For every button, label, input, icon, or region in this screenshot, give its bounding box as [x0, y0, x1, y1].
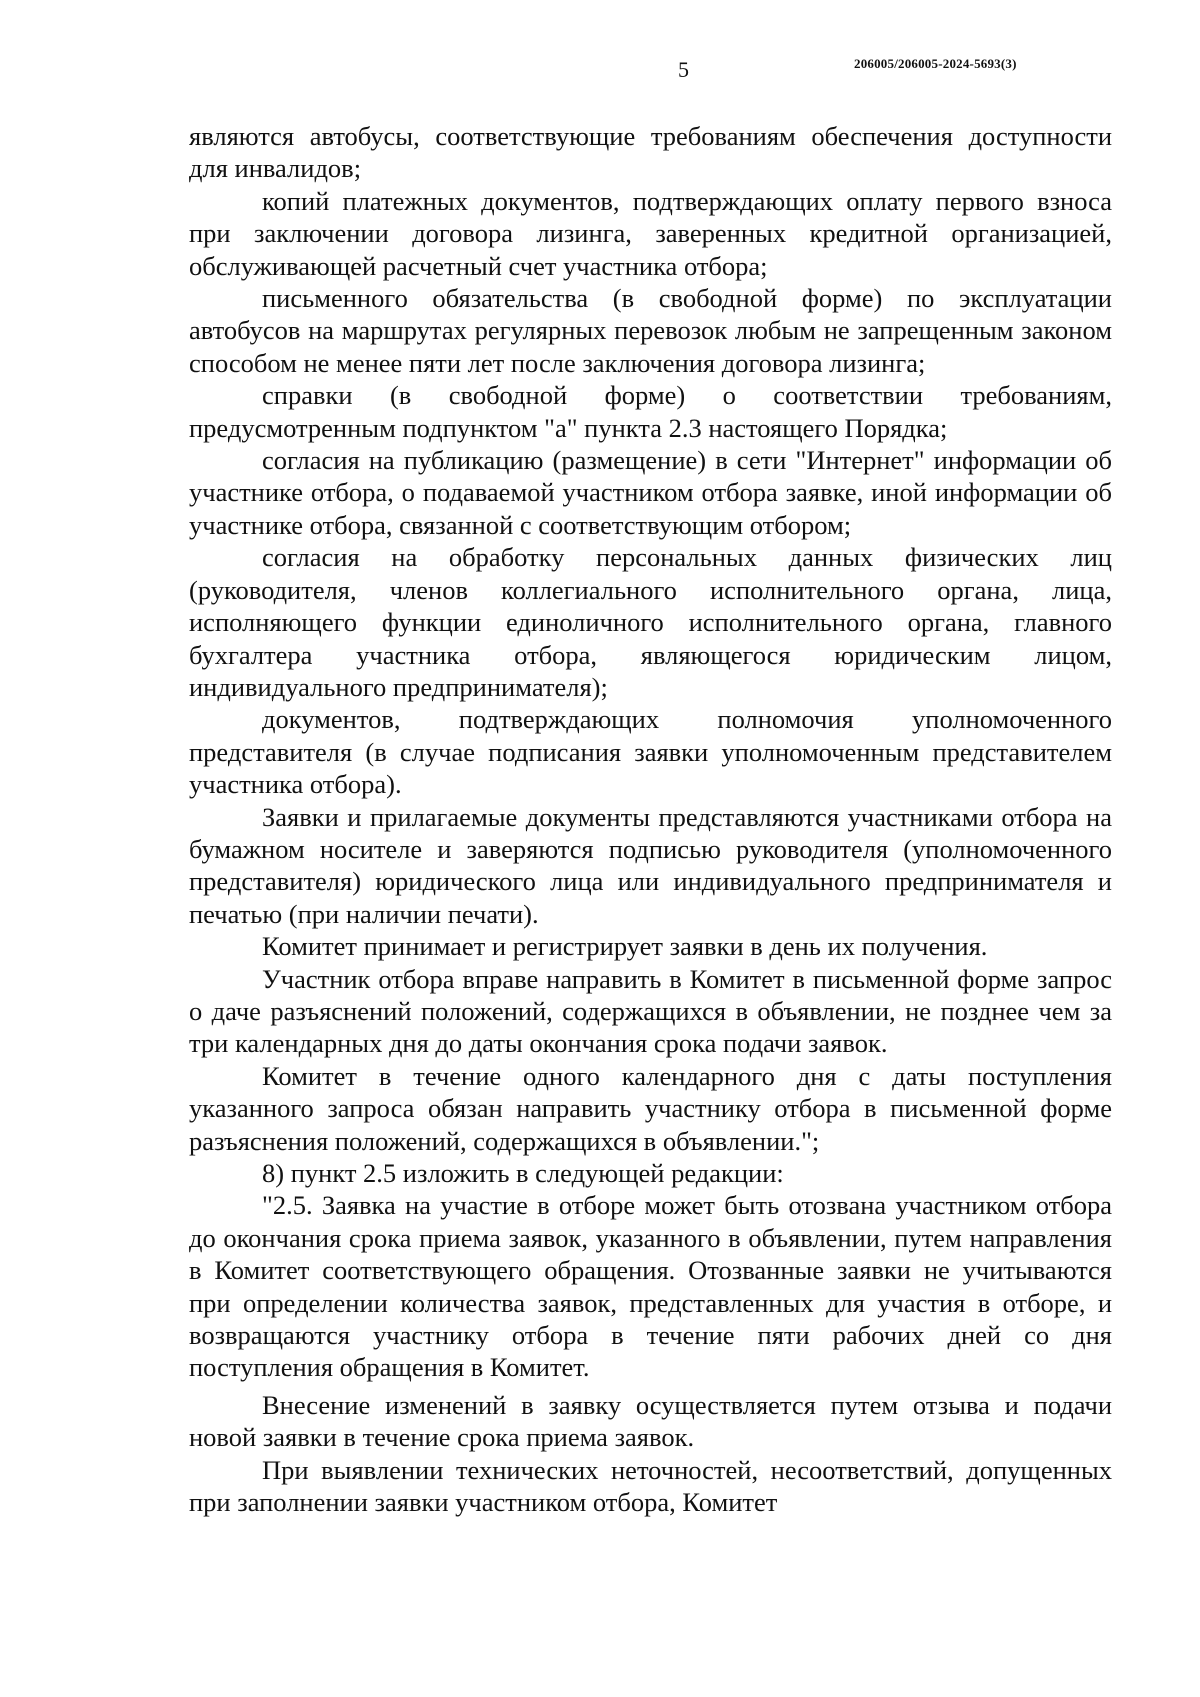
paragraph-1: являются автобусы, соответствующие требованиям обеспечения доступности для инвалидов; [189, 121, 1112, 184]
paragraph-14: Внесение изменений в заявку осуществляется путем отзыва и подачи новой заявки в течение срока приема заявок. [189, 1389, 1112, 1453]
paragraph-4: справки (в свободной форме) о соответствии требованиям, предусмотренным подпунктом "а" пункта 2.3 настоящего Порядка; [189, 380, 1112, 443]
paragraph-9: Комитет принимает и регистрирует заявки в день их получения. [262, 931, 988, 962]
document-id: 206005/206005-2024-5693(3) [854, 56, 1017, 71]
paragraph-12: 8) пункт 2.5 изложить в следующей редакции: [262, 1158, 784, 1188]
paragraph-3: письменного обязательства (в свободной форме) по эксплуатации автобусов на маршрутах регулярных перевозок любым не запрещенным законом способом не менее пяти лет после заключения договора лизинга; [189, 283, 1112, 378]
paragraph-15: При выявлении технических неточностей, несоответствий, допущенных при заполнении заявки участником отбора, Комитет [189, 1454, 1112, 1518]
paragraph-7: документов, подтверждающих полномочия уполномоченного представителя (в случае подписания заявки уполномоченным представителем участника отбора). [189, 704, 1112, 800]
paragraph-13: "2.5. Заявка на участие в отборе может быть отозвана участником отбора до окончания срока приема заявок, указанного в объявлении, путем направления в Комитет соответствующего обращения. Отозванные заявки не учитываются при определении количества заявок, представленных для участия в отборе, и возвращаются участнику отбора в течение пяти рабочих дней со дня поступления обращения в Комитет. [189, 1190, 1112, 1383]
document-body [189, 120, 1112, 1518]
page-number: 5 [678, 57, 689, 82]
paragraph-10: Участник отбора вправе направить в Комитет в письменной форме запрос о даче разъяснений положений, содержащихся в объявлении, не позднее чем за три календарных дня до даты окончания срока подачи заявок. [189, 963, 1112, 1059]
paragraph-5: согласия на публикацию (размещение) в сети "Интернет" информации об участнике отбора, о подаваемой участником отбора заявке, иной информации об участнике отбора, связанной с соответствующим отбором; [189, 445, 1112, 540]
paragraph-8: Заявки и прилагаемые документы представляются участниками отбора на бумажном носителе и заверяются подписью руководителя (уполномоченного представителя) юридического лица или индивидуального предпринимателя и печатью (при наличии печати). [189, 801, 1112, 929]
paragraph-11: Комитет в течение одного календарного дня с даты поступления указанного запроса обязан направить участнику отбора в письменной форме разъяснения положений, содержащихся в объявлении."; [189, 1060, 1112, 1156]
paragraph-6: согласия на обработку персональных данных физических лиц (руководителя, членов коллегиального исполнительного органа, лица, исполняющего функции единоличного исполнительного органа, главного бухгалтера участника отбора, являющегося юридическим лицом, индивидуального предпринимателя); [189, 542, 1112, 702]
paragraph-2: копий платежных документов, подтверждающих оплату первого взноса при заключении договора лизинга, заверенных кредитной организацией, обслуживающей расчетный счет участника отбора; [189, 185, 1112, 281]
